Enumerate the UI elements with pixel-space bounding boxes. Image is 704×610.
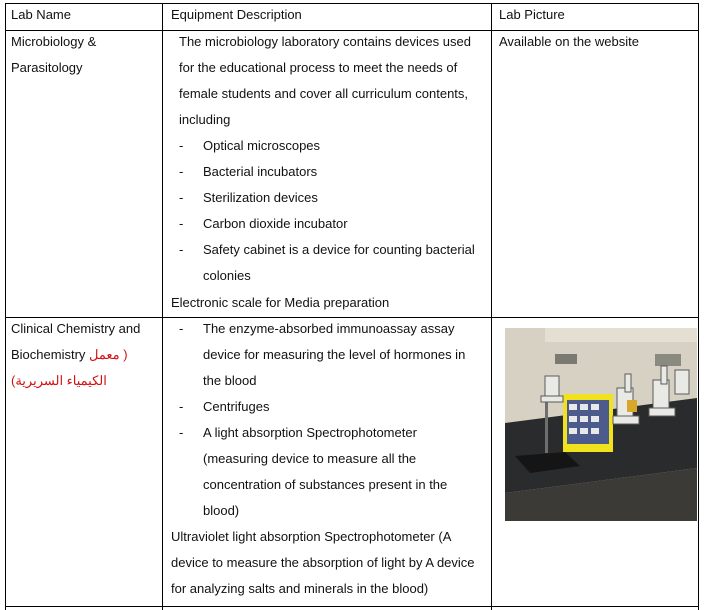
header-lab-picture: Lab Picture [499, 7, 565, 22]
table-column-divider [162, 3, 163, 610]
equipment-intro: The microbiology laboratory contains devices used for the educational process to meet the needs of female students and cover all curriculum contents, including [179, 34, 471, 127]
table-border-left [5, 3, 6, 610]
table-border-right [698, 3, 699, 610]
lab-name-clinical-chemistry [11, 316, 157, 394]
header-equipment-description: Equipment Description [171, 7, 302, 22]
list-item: - Sterilization devices [179, 190, 318, 205]
microscope-lab-icon [505, 328, 697, 521]
table-border-top [5, 3, 699, 4]
list-item: - Safety cabinet is a device for counting bacterial colonies [179, 242, 475, 283]
list-item: - Centrifuges [179, 399, 270, 414]
list-item: - Carbon dioxide incubator [179, 216, 348, 231]
lab-name-english: Clinical Chemistry and Biochemistry [11, 321, 141, 362]
header-lab-name: Lab Name [11, 7, 71, 22]
list-item: - The enzyme-absorbed immunoassay assay device for measuring the level of hormones in the blood [179, 321, 466, 388]
lab-photo [505, 328, 697, 521]
table-row-divider [5, 606, 699, 607]
lab-name-arabic: ( معمل الكيمياء السريرية) [11, 347, 128, 388]
list-item: - Bacterial incubators [179, 164, 318, 179]
list-item: - A light absorption Spectrophotometer (measuring device to measure all the concentration of substances present in the blood) [179, 425, 448, 518]
equipment-list [179, 316, 479, 524]
lab-name-microbiology: Microbiology & Parasitology [11, 34, 97, 75]
table-column-divider [491, 3, 492, 610]
list-item: - Optical microscopes [179, 138, 321, 153]
equipment-footer: Ultraviolet light absorption Spectrophotometer (A device to measure the absorption of light by A device for analyzing salts and minerals in the blood) [171, 529, 475, 596]
equipment-footer: Electronic scale for Media preparation [171, 295, 390, 310]
lab-picture-note: Available on the website [499, 34, 639, 49]
equipment-list [179, 133, 479, 289]
